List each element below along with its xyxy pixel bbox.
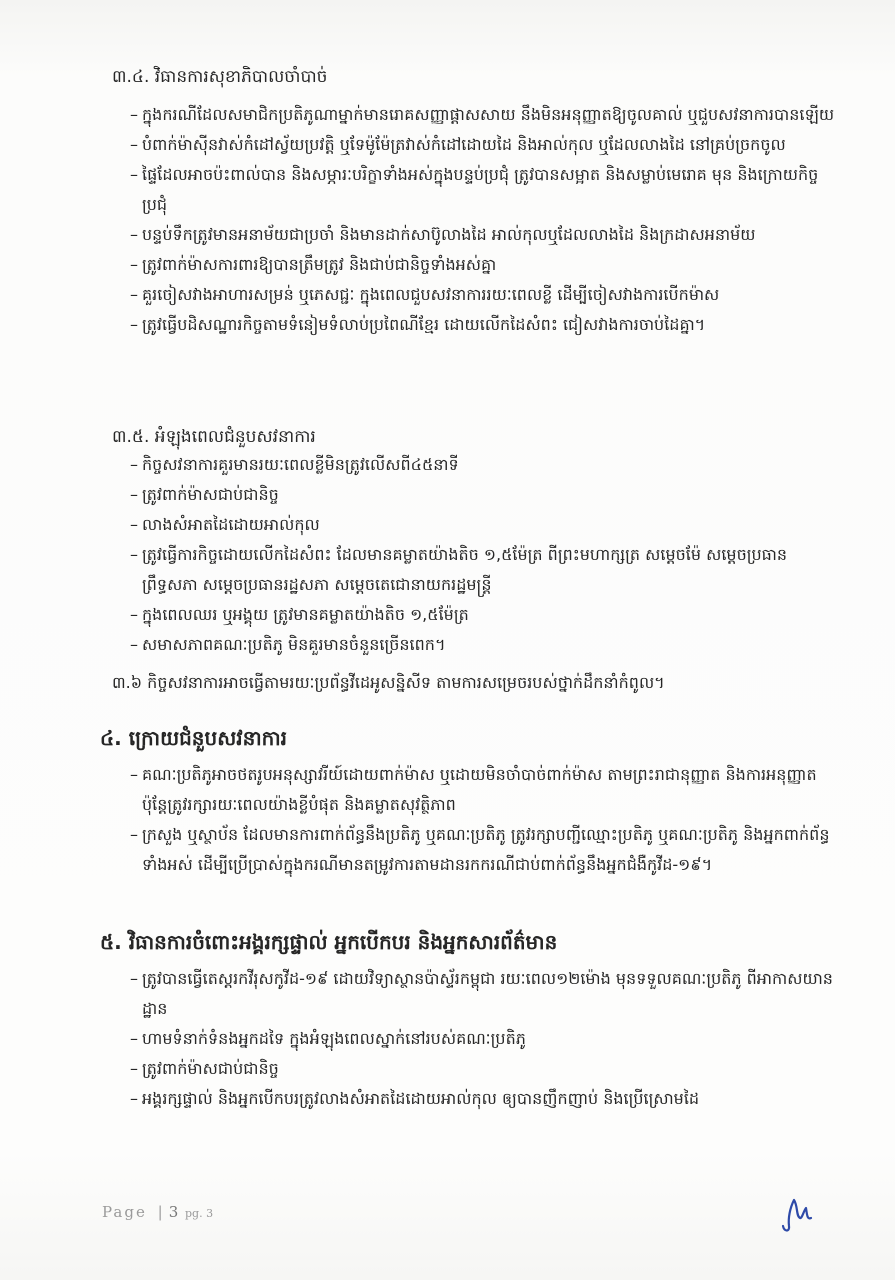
list-item: – គួរចៀសវាងអាហារសម្រន់ ឬភេសជ្ជៈ ក្នុងពេលជួបសវនាការរយៈពេលខ្លី ដើម្បីចៀសវាងការបើកម៉ាស [130, 285, 720, 304]
list-item: – ហាមទំនាក់ទំនងអ្នកដទៃ ក្នុងអំឡុងពេលស្នាក់នៅរបស់គណៈប្រតិភូ [130, 1029, 526, 1048]
section-3-5-list [100, 450, 840, 660]
list-item: – ក្នុងករណីដែលសមាជិកប្រតិភូណាម្នាក់មានរោគសញ្ញាផ្ដាសសាយ នឹងមិនអនុញ្ញាតឱ្យចូលគាល់ ឬជួបសវនាការបានឡើយ [130, 105, 835, 124]
page-number: 3 [168, 1203, 179, 1221]
section-3-6 [100, 668, 840, 698]
list-item: – បន្ទប់ទឹកត្រូវមានអនាម័យជាប្រចាំ និងមានដាក់សាប៊ូលាងដៃ អាល់កុលឬដែលលាងដៃ និងក្រដាសអនាម័យ [130, 225, 756, 244]
list-item: – បំពាក់ម៉ាស៊ីនវាស់កំដៅស្វ័យប្រវត្តិ ឬទែម៉ូម៉ែត្រវាស់កំដៅដោយដៃ និងអាល់កុល ឬដែលលាងដៃ នៅគ្រប់ច្រកចូល [130, 135, 786, 154]
list-item: – ត្រូវធ្វើបដិសណ្ឋារកិច្ចតាមទំនៀមទំលាប់ប្រពៃណីខ្មែរ ដោយលើកដៃសំពះ ជៀសវាងការចាប់ដៃគ្នា។ [130, 315, 706, 334]
section-3-4 [100, 64, 840, 340]
list-item: – ក្នុងពេលឈរ ឬអង្គុយ ត្រូវមានគម្លាតយ៉ាងតិច ១,៥ម៉ែត្រ [130, 605, 469, 624]
section-3-5-heading: ៣.៥. អំឡុងពេលជំនួបសវនាការ [112, 427, 316, 447]
list-item: – ត្រូវពាក់ម៉ាសជាប់ជានិច្ច [130, 485, 279, 504]
list-item: – លាងសំអាតដៃដោយអាល់កុល [130, 515, 320, 534]
section-3-4-list [100, 100, 840, 340]
list-item: – ត្រូវធ្វើការកិច្ចដោយលើកដៃសំពះ ដែលមានគម្លាតយ៉ាងតិច ១,៥ម៉ែត្រ ពីព្រះមហាក្សត្រ សម្ដេចម៉ែ សម្ដេចប្រធានព្រឹទ្ធសភា សម្ដេចប្រធានរដ្ឋសភា សម្ដេចតេជោនាយករដ្ឋមន្ត្រី [130, 545, 788, 594]
section-3-6-text: ៣.៦ កិច្ចសវនាការអាចធ្វើតាមរយៈប្រព័ន្ធវីដេអូសន្និសីទ តាមការសម្រេចរបស់ថ្នាក់ដឹកនាំកំពូល។ [112, 673, 665, 692]
list-item: – កិច្ចសវនាការគួរមានរយៈពេលខ្លីមិនត្រូវលើសពី៤៥នាទី [130, 455, 459, 474]
list-item: – ត្រូវពាក់ម៉ាសជាប់ជានិច្ច [130, 1059, 279, 1078]
list-item: – ត្រូវពាក់ម៉ាសការពារឱ្យបានត្រឹមត្រូវ និងជាប់ជានិច្ចទាំងអស់គ្នា [130, 255, 497, 274]
section-4-heading: ៤. ក្រោយជំនួបសវនាការ [100, 726, 288, 750]
page-separator: | [157, 1203, 165, 1221]
list-item: – ត្រូវបានធ្វើតេស្តរកវីរុសកូវីដ-១៩ ដោយវិទ្យាស្ថានប៉ាស្ទ័រកម្ពុជា រយៈពេល១២ម៉ោង មុនទទួលគណៈប្រតិភូ ពីអាកាសយានដ្ឋាន [130, 969, 833, 1018]
page-word: Page [102, 1203, 147, 1221]
list-item: – ក្រសួង ឬស្ថាប័ន ដែលមានការពាក់ព័ន្ធនឹងប្រតិភូ ឬគណៈប្រតិភូ ត្រូវរក្សាបញ្ជីឈ្មោះប្រតិភូ ឬគណៈប្រតិភូ និងអ្នកពាក់ព័ន្ធទាំងអស់ ដើម្បីប្រើប្រាស់ក្នុងករណីមានតម្រូវការតាមដានរកករណីជាប់ពាក់ព័ន្ធនឹងអ្នកជំងឺកូវីដ-១៩។ [130, 825, 830, 874]
page-suffix: pg. 3 [185, 1207, 214, 1220]
section-5-list [100, 964, 840, 1114]
section-3-5 [100, 424, 840, 660]
list-item: – គណៈប្រតិភូអាចថតរូបអនុស្សាវរីយ៍ដោយពាក់ម៉ាស ឬដោយមិនចាំបាច់ពាក់ម៉ាស តាមព្រះរាជានុញ្ញាត និងការអនុញ្ញាត ប៉ុន្តែត្រូវរក្សារយៈពេលយ៉ាងខ្លីបំផុត និងគម្លាតសុវត្ថិភាព [130, 765, 817, 814]
section-4 [100, 724, 840, 880]
section-3-4-heading: ៣.៤. វិធានការសុខាភិបាលចាំបាច់ [112, 67, 328, 87]
list-item: – អង្គរក្សផ្ទាល់ និងអ្នកបើកបរត្រូវលាងសំអាតដៃដោយអាល់កុល ឲ្យបានញឹកញាប់ និងប្រើស្រោមដៃ [130, 1089, 700, 1108]
signature-initials [780, 1196, 816, 1234]
page-footer [102, 1203, 213, 1221]
list-item: – ផ្ទៃដែលអាចប៉ះពាល់បាន និងសម្ភារៈបរិក្ខាទាំងអស់ក្នុងបន្ទប់ប្រជុំ ត្រូវបានសម្អាត និងសម្លាប់មេរោគ មុន និងក្រោយកិច្ចប្រជុំ [130, 165, 819, 214]
section-4-list [100, 760, 840, 880]
section-5 [100, 928, 840, 1114]
section-5-heading: ៥. វិធានការចំពោះអង្គរក្សផ្ទាល់ អ្នកបើកបរ និងអ្នកសារព័ត៌មាន [100, 930, 558, 954]
list-item: – សមាសភាពគណៈប្រតិភូ មិនគួរមានចំនួនច្រើនពេក។ [130, 635, 446, 654]
